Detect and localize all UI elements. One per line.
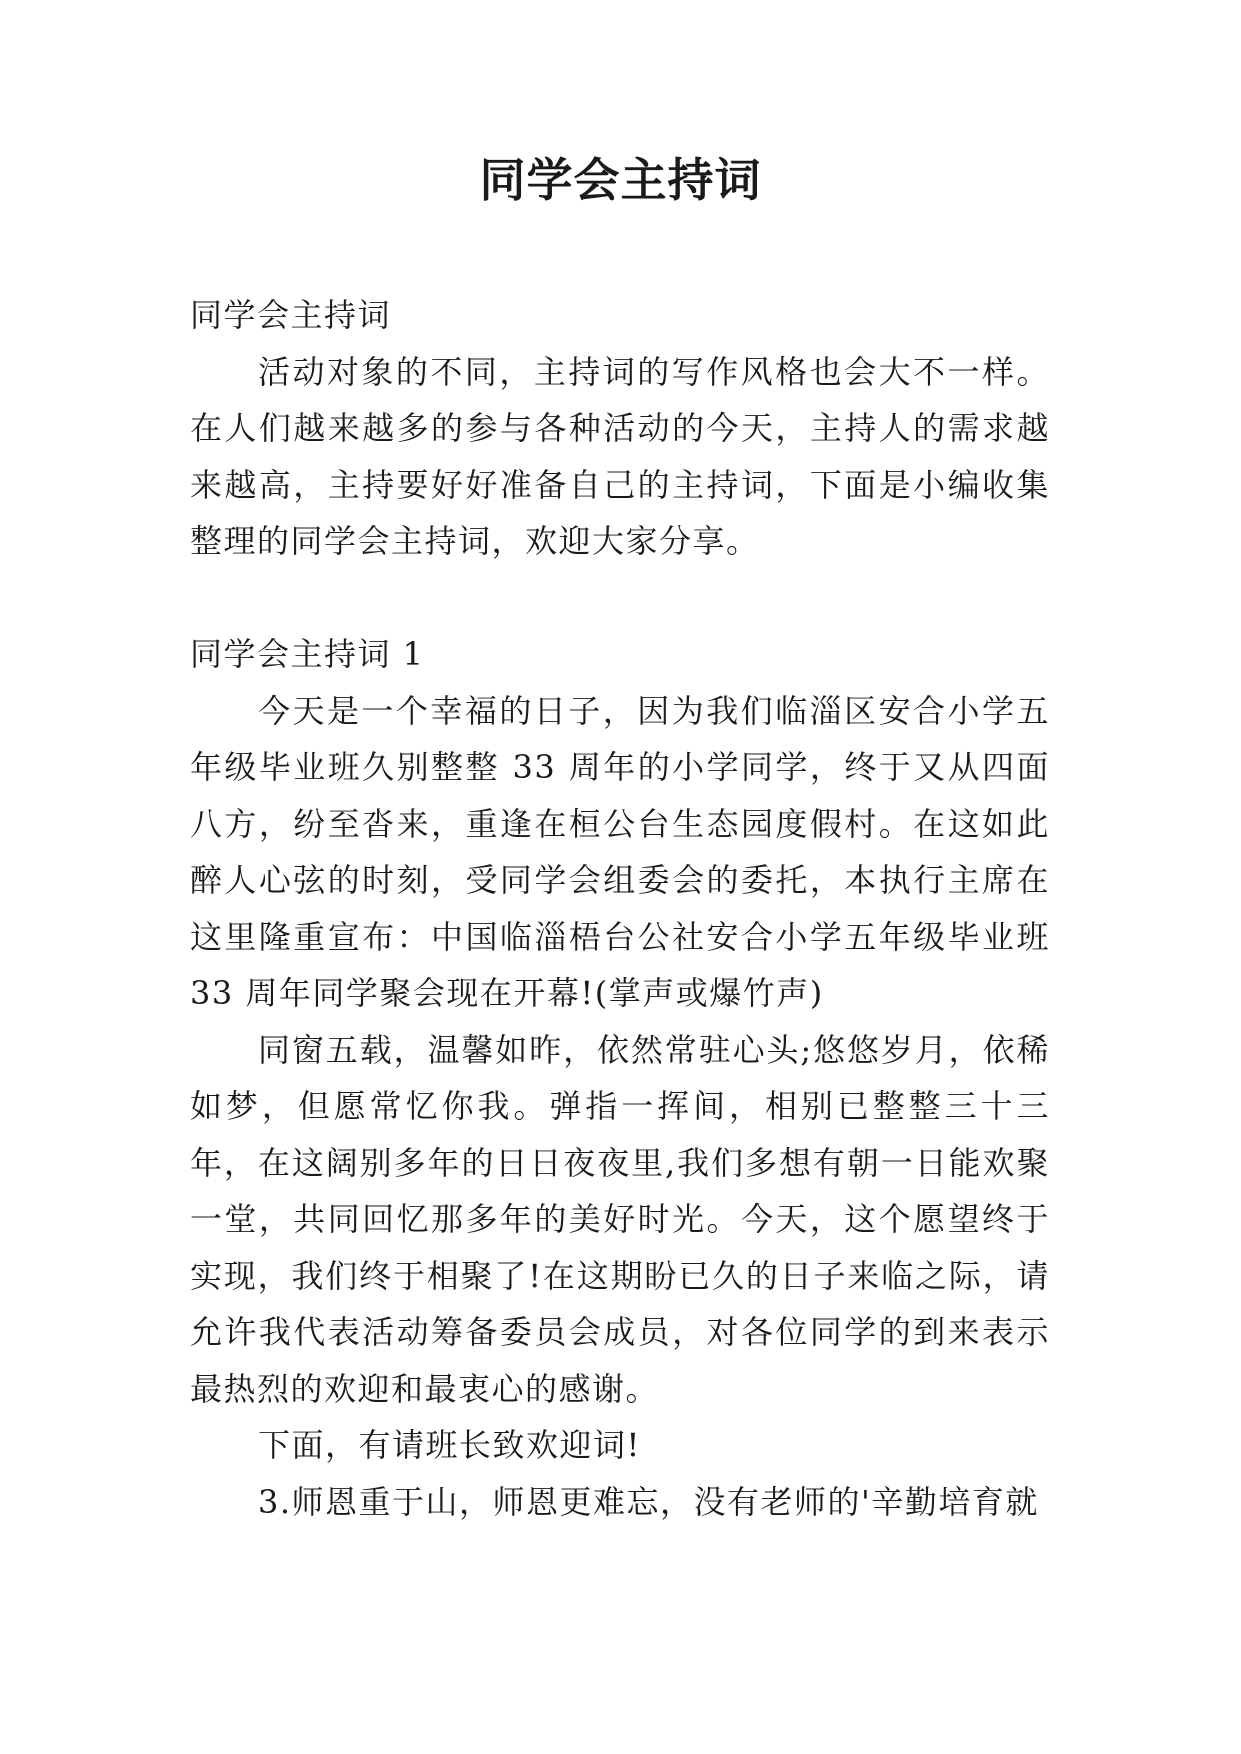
- intro-paragraph: 活动对象的不同，主持词的写作风格也会大不一样。在人们越来越多的参与各种活动的今天，主持人的需求越来越高，主持要好好准备自己的主持词，下面是小编收集整理的同学会主持词，欢迎大家分享。: [190, 352, 1050, 560]
- section-spacer: [190, 570, 1050, 627]
- section1-paragraph-1: 今天是一个幸福的日子，因为我们临淄区安合小学五年级毕业班久别整整 33 周年的小学同学，终于又从四面八方，纷至沓来，重逢在桓公台生态园度假村。在这如此醉人心弦的时刻，受同学会组委会的委托，本执行主席在这里隆重宣布：中国临淄梧台公社安合小学五年级毕业班 33 周年同学聚会现在开幕!(掌声或爆竹声): [190, 691, 1050, 1012]
- document-title: 同学会主持词: [479, 153, 762, 207]
- document-body: [190, 287, 1050, 1530]
- intro-heading: 同学会主持词: [190, 296, 392, 334]
- section1-paragraph-4: 3.师恩重于山，师恩更难忘，没有老师的'辛勤培育就: [258, 1482, 1039, 1521]
- section1-paragraph-2: 同窗五载，温馨如昨，依然常驻心头;悠悠岁月，依稀如梦，但愿常忆你我。弹指一挥间，相别已整整三十三年，在这阔别多年的日日夜夜里,我们多想有朝一日能欢聚一堂，共同回忆那多年的美好时光。今天，这个愿望终于实现，我们终于相聚了!在这期盼已久的日子来临之际，请允许我代表活动筹备委员会成员，对各位同学的到来表示最热烈的欢迎和最衷心的感谢。: [190, 1030, 1050, 1408]
- section1-heading: 同学会主持词 1: [190, 635, 425, 673]
- section1-paragraph-3: 下面，有请班长致欢迎词!: [258, 1426, 641, 1464]
